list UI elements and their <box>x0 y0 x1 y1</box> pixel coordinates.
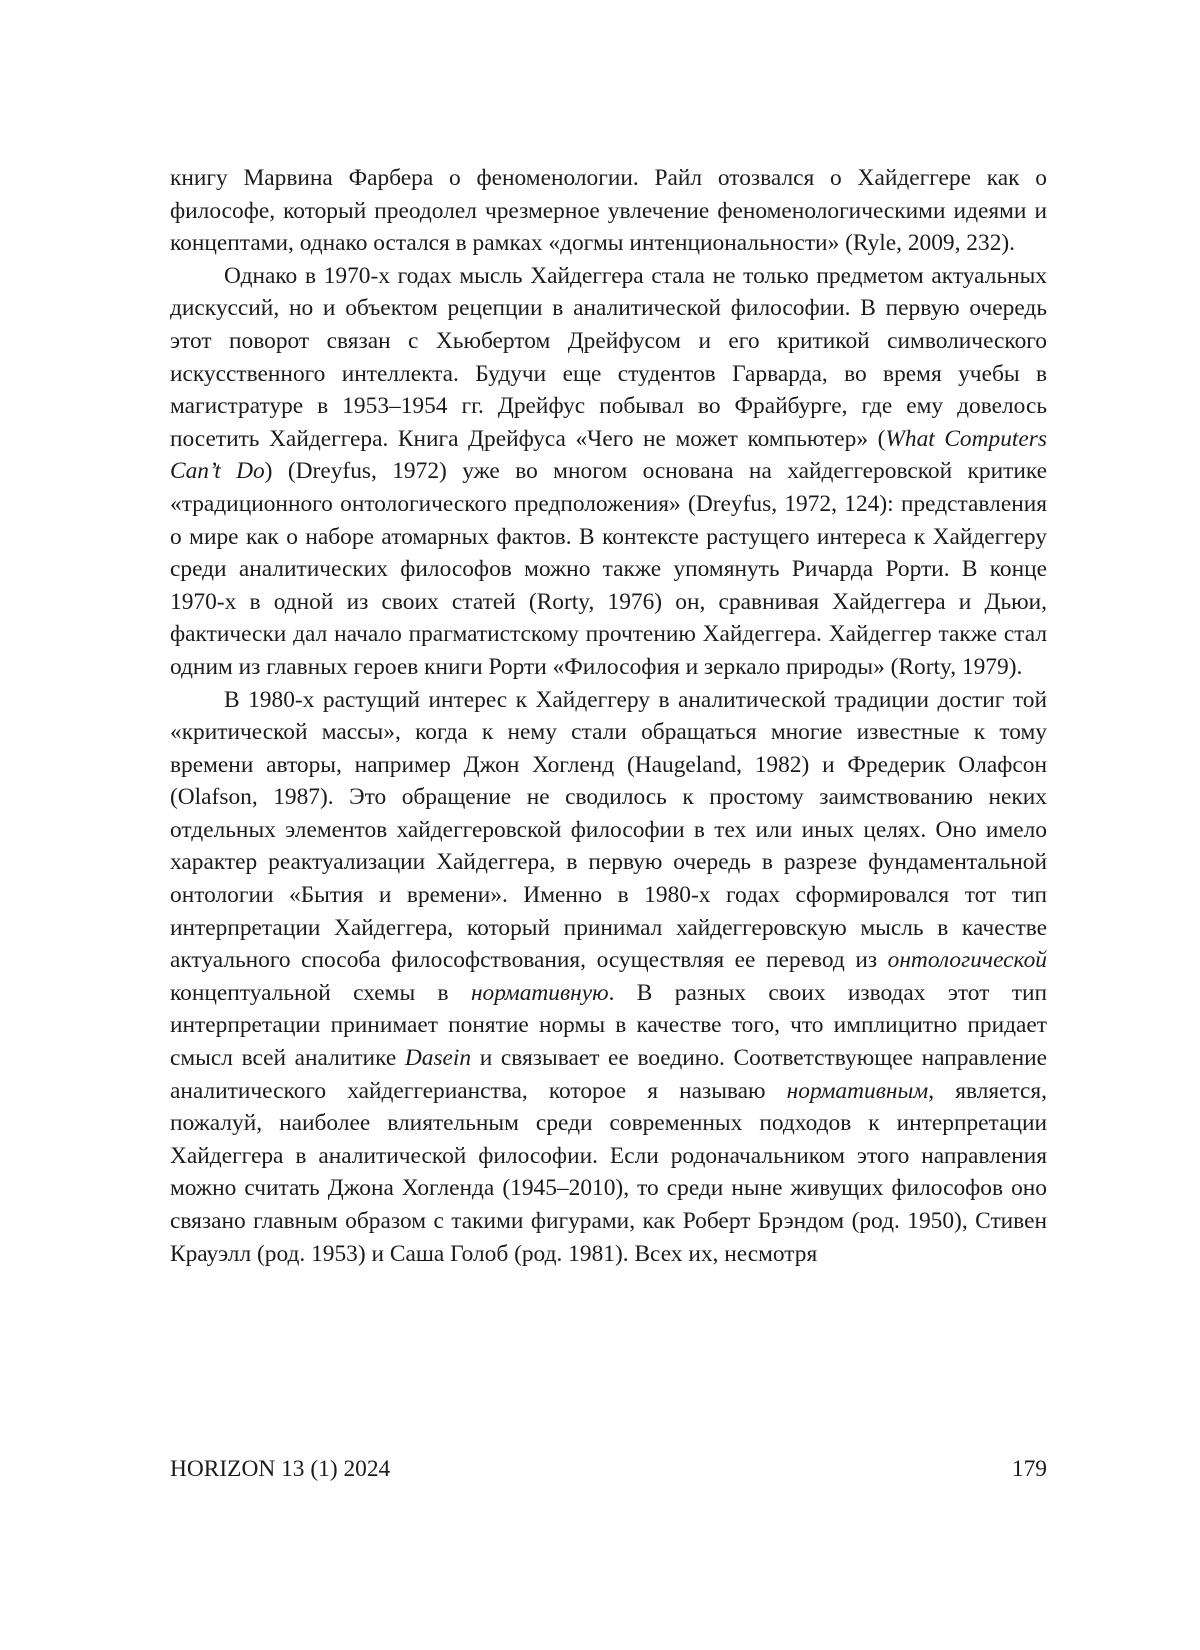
paragraph <box>170 260 1047 684</box>
italic-text: онтологической <box>887 947 1047 974</box>
text-run: книгу Марвина Фарбера о феноменологии. Райл отозвался о Хайдеггере как о философе, который преодолел чрезмерное увлечение феноменологическими идеями и концептами, однако остался в рамках «догмы интенциональности» (Ryle, 2009, 232). <box>170 165 1047 257</box>
text-run: . В разных своих изводах этот тип интерпретации принимает понятие нормы в качестве того, что имплицитно придает смысл всей аналитике <box>170 979 1048 1072</box>
text-run: Однако в 1970-х годах мысль Хайдеггера стала не только предметом актуальных дискуссий, но и объектом рецепции в аналитической философии. В первую очередь этот поворот связан с Хьюбертом Дрейфусом и его критикой символического искусственного интеллекта. Будучи еще студентов Гарварда, во время учебы в магистратуре в 1953–1954 гг. Дрейфус побывал во Фрайбурге, где ему довелось посетить Хайдеггера. Книга Дрейфуса «Чего не может компьютер» ( <box>170 262 1047 452</box>
body-text <box>170 162 1047 1270</box>
paragraph <box>170 684 1047 1271</box>
italic-text: нормативным <box>786 1077 929 1104</box>
paragraph <box>170 162 1047 260</box>
text-run: концептуальной схемы в <box>170 979 471 1006</box>
page-number: 179 <box>1011 1456 1047 1482</box>
running-footer-journal: HORIZON 13 (1) 2024 <box>170 1456 391 1482</box>
text-run: и связывает ее воедино. Соответствующее направление аналитического хайдеггерианства, которое я называю <box>170 1045 1047 1104</box>
text-run: В 1980-х растущий интерес к Хайдеггеру в аналитической традиции достиг той «критической массы», когда к нему стали обращаться многие известные к тому времени авторы, например Джон Хогленд (Haugeland, 1982) и Фредерик Олафсон (Olafson, 1987). Это обращение не сводилось к простому заимствованию неких отдельных элементов хайдеггеровской философии в тех или иных целях. Оно имело характер реактуализации Хайдеггера, в первую очередь в разрезе фундаментальной онтологии «Бытия и времени». Именно в 1980-х годах сформировался тот тип интерпретации Хайдеггера, который принимал хайдеггеровскую мысль в качестве актуального способа философствования, осуществляя ее перевод из <box>170 686 1047 974</box>
italic-text: нормативную <box>470 979 609 1006</box>
text-run: , является, пожалуй, наиболее влиятельным среди современных подходов к интерпретации Хайдеггера в аналитической философии. Если родоначальником этого направления можно считать Джона Хогленда (1945–2010), то среди ныне живущих философов оно связано главным образом с такими фигурами, как Роберт Брэндом (род. 1950), Стивен Крауэлл (род. 1953) и Саша Голоб (род. 1981). Всех их, несмотря <box>170 1077 1048 1267</box>
italic-text: Dasein <box>404 1045 472 1072</box>
page-footer <box>170 1454 1047 1484</box>
italic-text: What Computers Can’t Do <box>170 425 1047 485</box>
text-run: ) (Dreyfus, 1972) уже во многом основана на хайдеггеровской критике «традиционного онтологического предположения» (Dreyfus, 1972, 124): представления о мире как о наборе атомарных фактов. В контексте растущего интереса к Хайдеггеру среди аналитических философов можно также упомянуть Ричарда Рорти. В конце 1970-х в одной из своих статей (Rorty, 1976) он, сравнивая Хайдеггера и Дьюи, фактически дал начало прагматистскому прочтению Хайдеггера. Хайдеггер также стал одним из главных героев книги Рорти «Философия и зеркало природы» (Rorty, 1979). <box>170 458 1047 680</box>
